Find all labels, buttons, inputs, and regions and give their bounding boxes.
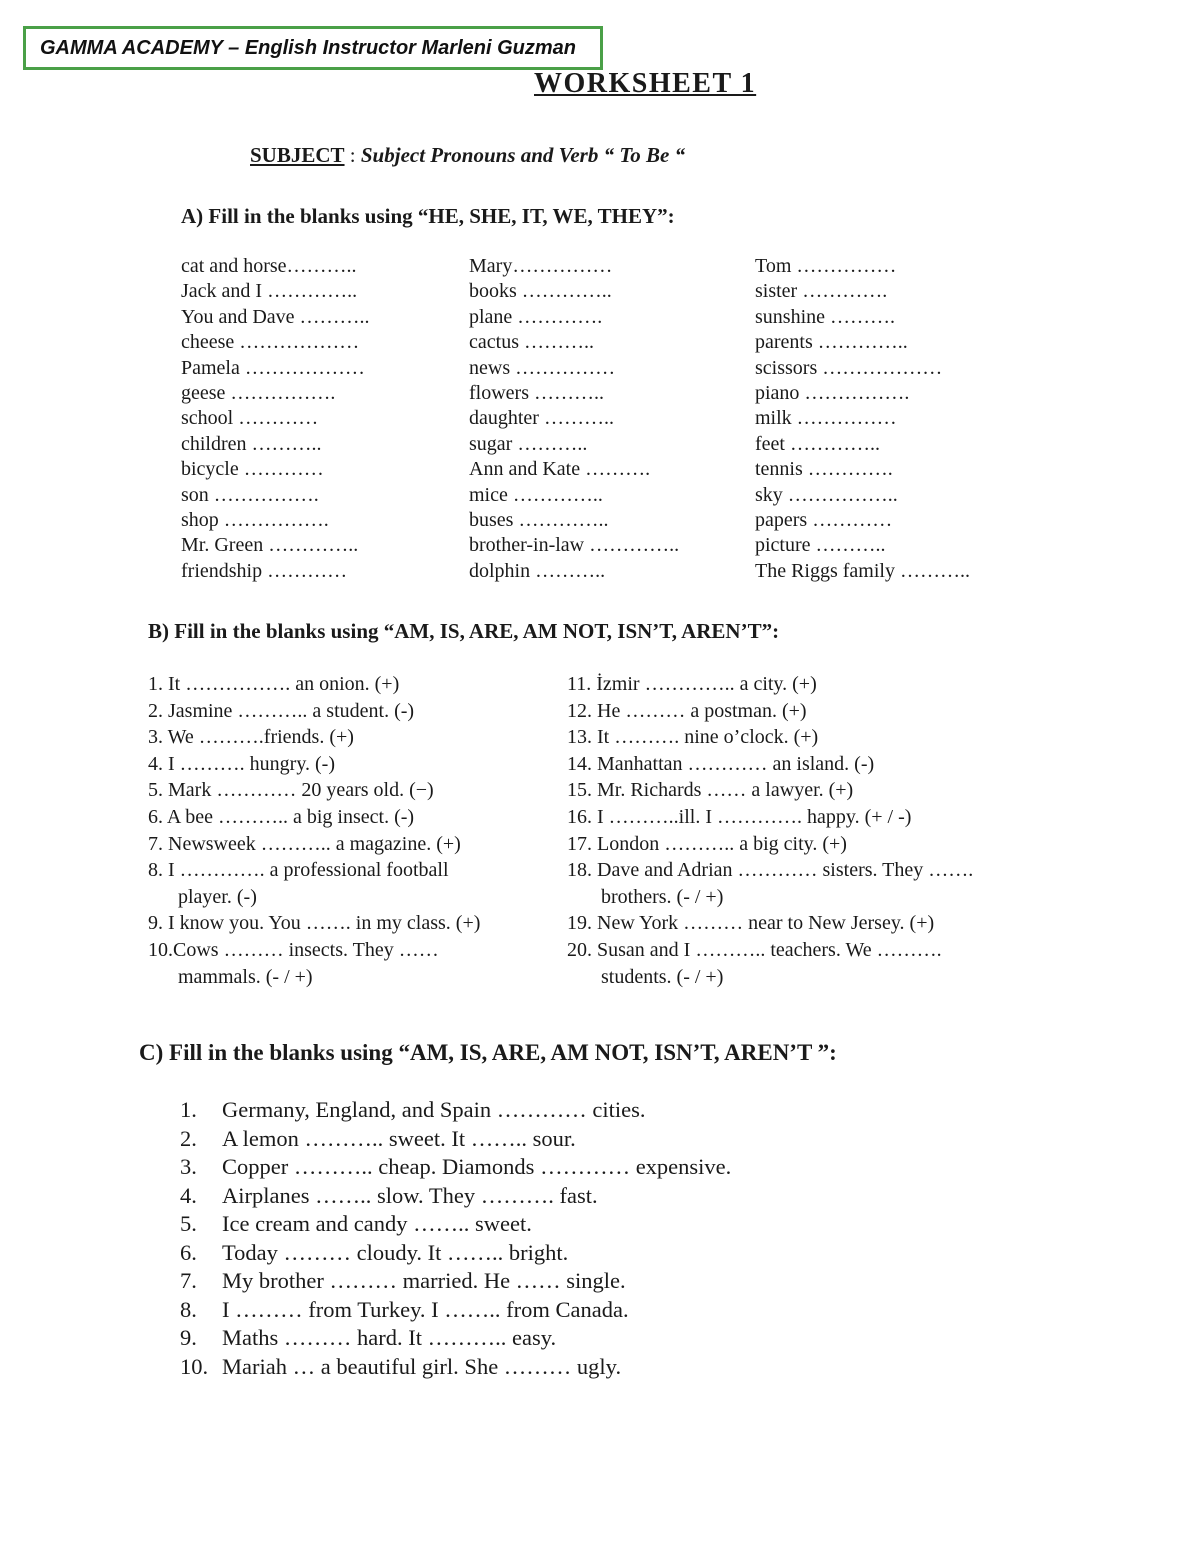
item-number: 6. xyxy=(180,1239,197,1265)
item-text: A lemon ……….. sweet. It …….. sour. xyxy=(222,1125,576,1151)
list-item xyxy=(180,1182,731,1211)
exercise-item: 14. Manhattan ………… an island. (-) xyxy=(567,752,875,775)
exercise-item: 9. I know you. You ……. in my class. (+) xyxy=(148,912,481,935)
word-item: milk …………… xyxy=(755,407,897,430)
exercise-item: 12. He ……… a postman. (+) xyxy=(567,699,807,722)
item-text: Today ……… cloudy. It …….. bright. xyxy=(222,1239,569,1265)
word-item: plane …………. xyxy=(469,305,603,328)
word-item: geese ……………. xyxy=(181,382,336,405)
word-item: feet ………….. xyxy=(755,432,880,455)
section-b-left-column xyxy=(148,671,548,990)
exercise-item: 16. I ………..ill. I …………. happy. (+ / -) xyxy=(567,805,912,828)
item-number: 10. xyxy=(180,1353,209,1379)
header-box xyxy=(23,26,603,70)
word-item: The Riggs family ……….. xyxy=(755,559,970,582)
subject-line xyxy=(250,143,685,168)
word-item: piano ……………. xyxy=(755,382,910,405)
exercise-item: 15. Mr. Richards …… a lawyer. (+) xyxy=(567,779,854,802)
item-number: 7. xyxy=(180,1268,197,1293)
word-item: brother-in-law ………….. xyxy=(469,534,680,557)
word-item: mice ………….. xyxy=(469,483,603,506)
subject-text: Subject Pronouns and Verb “ To Be “ xyxy=(360,143,686,167)
word-item: Tom …………… xyxy=(755,255,897,277)
exercise-item: 11. İzmir ………….. a city. (+) xyxy=(567,673,817,695)
item-text: Mariah … a beautiful girl. She ……… ugly. xyxy=(222,1353,622,1379)
item-number: 1. xyxy=(180,1097,197,1122)
word-item: You and Dave ……….. xyxy=(181,305,370,328)
item-number: 4. xyxy=(180,1182,197,1208)
word-item: Ann and Kate ………. xyxy=(469,458,651,481)
item-text: Germany, England, and Spain ………… cities. xyxy=(222,1097,646,1122)
word-item: daughter ……….. xyxy=(469,407,614,430)
section-c-list xyxy=(180,1096,731,1381)
exercise-item-continued: brothers. (- / +) xyxy=(601,885,724,908)
list-item xyxy=(180,1353,731,1382)
list-item xyxy=(180,1267,731,1296)
exercise-item: 6. A bee ……….. a big insect. (-) xyxy=(148,805,415,828)
word-item: Mr. Green ………….. xyxy=(181,534,359,557)
section-a-column-1 xyxy=(181,254,370,584)
section-a-column-2 xyxy=(469,254,679,584)
list-item xyxy=(180,1125,731,1154)
item-text: Maths ……… hard. It ……….. easy. xyxy=(222,1325,557,1350)
subject-separator: : xyxy=(344,143,361,167)
item-number: 8. xyxy=(180,1296,197,1322)
section-a-column-3 xyxy=(755,254,970,584)
exercise-item: 18. Dave and Adrian ………… sisters. They ……. xyxy=(567,859,974,882)
exercise-item-continued: mammals. (- / +) xyxy=(178,965,313,988)
word-item: scissors ……………… xyxy=(755,356,943,379)
item-number: 2. xyxy=(180,1125,197,1151)
word-item: Mary…………… xyxy=(469,255,613,277)
item-number: 3. xyxy=(180,1154,197,1179)
item-number: 5. xyxy=(180,1211,197,1236)
word-item: shop ……………. xyxy=(181,509,329,532)
exercise-item: 13. It ………. nine o’clock. (+) xyxy=(567,726,819,749)
word-item: parents ………….. xyxy=(755,331,908,354)
exercise-item: 3. We ……….friends. (+) xyxy=(148,726,354,749)
exercise-item: 10.Cows ……… insects. They …… xyxy=(148,938,439,961)
word-item: sunshine ………. xyxy=(755,305,895,328)
list-item xyxy=(180,1324,731,1353)
word-item: books ………….. xyxy=(469,280,612,303)
section-b-right-column xyxy=(567,671,974,990)
exercise-item: 5. Mark ………… 20 years old. (−) xyxy=(148,779,434,802)
exercise-item-continued: students. (- / +) xyxy=(601,965,724,988)
subject-label: SUBJECT xyxy=(250,143,345,167)
item-number: 9. xyxy=(180,1325,197,1350)
item-text: Airplanes …….. slow. They ………. fast. xyxy=(222,1182,598,1208)
exercise-item: 19. New York ……… near to New Jersey. (+) xyxy=(567,912,935,935)
list-item xyxy=(180,1210,731,1239)
section-b-heading: B) Fill in the blanks using “AM, IS, ARE, AM NOT, ISN’T, AREN’T”: xyxy=(148,619,780,643)
item-text: Copper ……….. cheap. Diamonds ………… expensive. xyxy=(222,1154,732,1179)
word-item: tennis …………. xyxy=(755,458,893,481)
word-item: Pamela ……………… xyxy=(181,356,365,379)
word-item: sugar ……….. xyxy=(469,432,588,455)
word-item: sister …………. xyxy=(755,280,888,303)
word-item: friendship ………… xyxy=(181,559,348,582)
exercise-item: 1. It ……………. an onion. (+) xyxy=(148,673,400,695)
word-item: school ………… xyxy=(181,407,319,430)
item-text: I ……… from Turkey. I …….. from Canada. xyxy=(222,1296,629,1322)
exercise-item: 20. Susan and I ……….. teachers. We ………. xyxy=(567,938,942,961)
word-item: cheese ……………… xyxy=(181,331,360,354)
worksheet-title: WORKSHEET 1 xyxy=(534,68,757,99)
exercise-item: 2. Jasmine ……….. a student. (-) xyxy=(148,699,415,722)
word-item: cat and horse……….. xyxy=(181,255,357,277)
section-a-heading: A) Fill in the blanks using “HE, SHE, IT, WE, THEY”: xyxy=(181,204,675,228)
word-item: cactus ……….. xyxy=(469,331,594,354)
section-c-heading: C) Fill in the blanks using “AM, IS, ARE, AM NOT, ISN’T, AREN’T ”: xyxy=(139,1040,837,1065)
word-item: son ……………. xyxy=(181,483,319,506)
word-item: buses ………….. xyxy=(469,509,609,532)
word-item: Jack and I ………….. xyxy=(181,280,358,303)
exercise-item: 8. I …………. a professional football xyxy=(148,859,449,882)
word-item: sky …………….. xyxy=(755,483,898,506)
word-item: flowers ……….. xyxy=(469,382,604,405)
list-item xyxy=(180,1096,731,1125)
list-item xyxy=(180,1153,731,1182)
word-item: dolphin ……….. xyxy=(469,559,606,582)
word-item: news …………… xyxy=(469,356,616,379)
word-item: bicycle ………… xyxy=(181,458,324,481)
list-item xyxy=(180,1296,731,1325)
header-text: GAMMA ACADEMY – English Instructor Marleni Guzman xyxy=(40,36,576,59)
word-item: papers ………… xyxy=(755,509,893,532)
list-item xyxy=(180,1239,731,1268)
exercise-item-continued: player. (-) xyxy=(178,885,257,908)
exercise-item: 4. I ………. hungry. (-) xyxy=(148,752,336,775)
exercise-item: 7. Newsweek ……….. a magazine. (+) xyxy=(148,832,461,855)
item-text: Ice cream and candy …….. sweet. xyxy=(222,1211,532,1236)
item-text: My brother ……… married. He …… single. xyxy=(222,1268,626,1293)
exercise-item: 17. London ……….. a big city. (+) xyxy=(567,832,847,855)
word-item: children ……….. xyxy=(181,432,322,455)
word-item: picture ……….. xyxy=(755,534,886,557)
